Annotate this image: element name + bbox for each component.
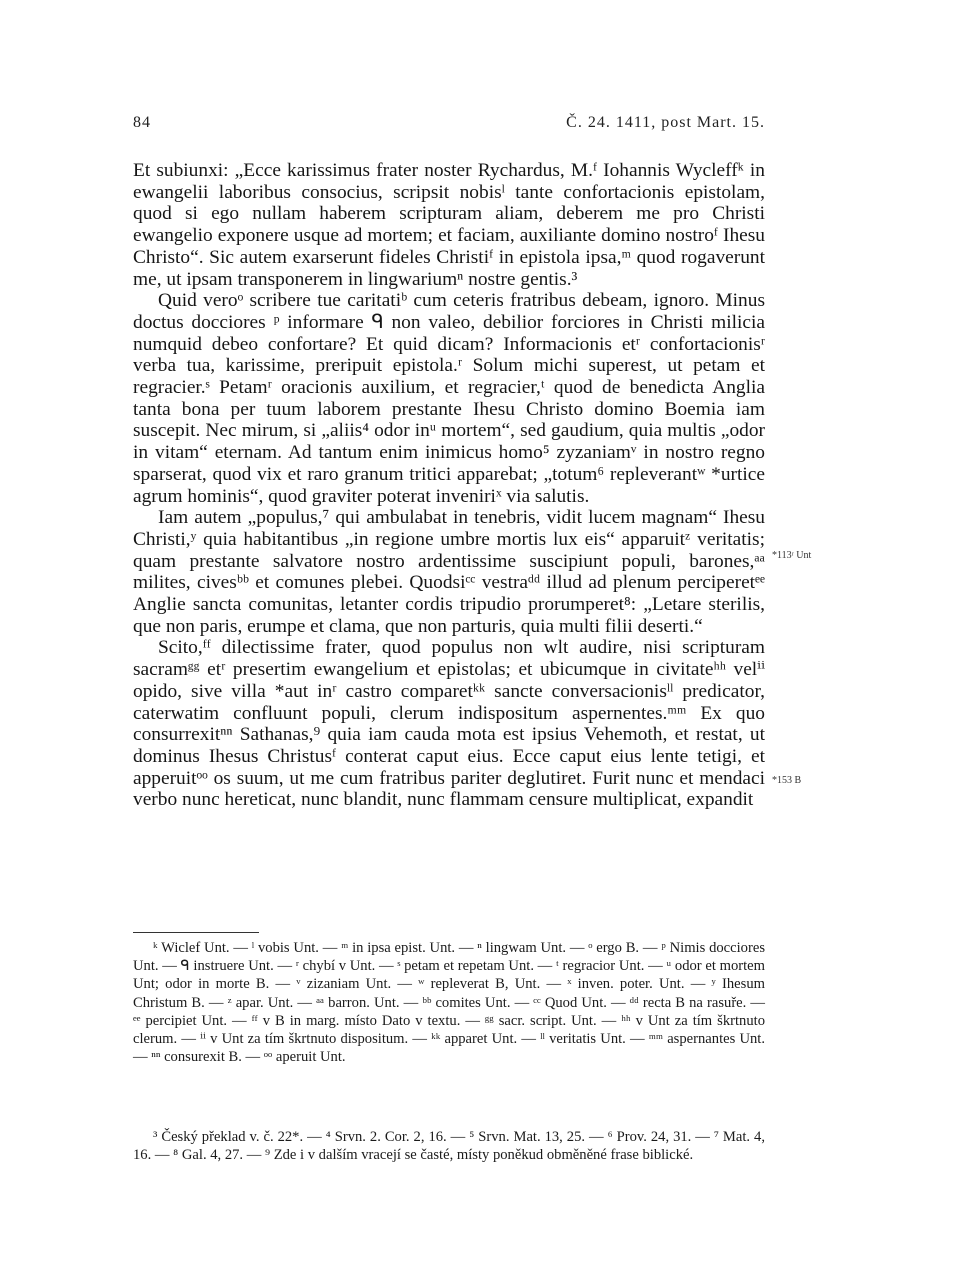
apparatus-text: ᵏ Wiclef Unt. — ˡ vobis Unt. — ᵐ in ipsa epist. Unt. — ⁿ lingwam Unt. — ᵒ ergo B. — ᵖ Nimis docciores Unt. — ᑫ instruere Unt. — ʳ chybí v Unt. — ˢ petam et repetam Unt. — ᵗ regracior Unt. — ᵘ odor et mortem Unt; odor in morte B. — ᵛ zizaniam Unt. — ʷ repleverat B, Unt. — ˣ inven. poter. Unt. — ʸ Ihesum Christum B. — ᶻ apar. Unt. — ᵃᵃ barron. Unt. — ᵇᵇ comites Unt. — ᶜᶜ Quod Unt. — ᵈᵈ recta B na rasuře. — ᵉᵉ percipiet Unt. — ᶠᶠ v B in marg. místo Dato v textu. — ᵍᵍ sacr. script. Unt. — ʰʰ v Unt za tím škrtnuto clerum. — ⁱⁱ v Unt za tím škrtnuto dispositum. — ᵏᵏ apparet Unt. — ˡˡ veritatis Unt. — ᵐᵐ aspernantes Unt. — ⁿⁿ consurexit B. — ᵒᵒ aperuit Unt. (133, 940, 765, 1066)
paragraph: Et subiunxi: „Ecce karissimus frater noster Rychardus, M.ᶠ Iohannis Wycleffᵏ in ewangelii laboribus consocius, scripsit nobisˡ tante confortacionis epistolam, quod si ego nullam haberem scripturam aliam, deberem me pro Christi ewangelio exponere usque ad mortem; et faciam, auxiliante domino nostroᶠ Ihesu Christo“. Sic autem exarserunt fideles Christiᶠ in epistola ipsa,ᵐ quod rogaverunt me, ut ipsam transponerem in lingwariumⁿ nostre gentis.³ (133, 160, 765, 290)
commentary-notes (133, 1128, 765, 1164)
footnote-rule (133, 932, 259, 933)
paragraph: Quid veroᵒ scribere tue caritatiᵇ cum ceteris fratribus debeam, ignoro. Minus doctus docciores ᵖ informare ᑫ non valeo, debilior forciores in Christi milicia numquid debeo confortare? Et quid dicam? Informacionis etʳ confortacionisʳ verba tua, karissime, preripuit epistola.ʳ Solum michi superest, ut petam et regracier.ˢ Petamʳ oracionis auxilium, et regracier,ᵗ quod de benedicta Anglia tanta bona per tuum laborem prestante Ihesu Christo domino Boemia iam suscepit. Nec mirum, si „aliis⁴ odor inᵘ mortem“, sed gaudium, quia multis „odor in vitam“ eternam. Ad tantum enim inimicus homo⁵ zyzaniamᵛ in nostro regno sparserat, quod vix et raro granum tritici apparebat; „totum⁶ repleverantʷ *urtice agrum hominis“, quod graviter poterat inveniriˣ via salutis. (133, 290, 765, 507)
margin-note: *113ʳ Unt (772, 550, 812, 561)
running-head: Č. 24. 1411, post Mart. 15. (566, 114, 765, 131)
paragraph: Iam autem „populus,⁷ qui ambulabat in tenebris, vidit lucem magnam“ Ihesu Christi,ʸ quia habitantibus „in regione umbre mortis lux eis“ apparuitᶻ veritatis; quam prestante salvatore nostro ardentissime suscipiunt populi, barones,ᵃᵃ milites, civesᵇᵇ et comunes plebei. Quodsiᶜᶜ vestraᵈᵈ illud ad plenum perciperetᵉᵉ Anglie sancta comunitas, letanter cordis tripudio prorumperet⁸: „Letare sterilis, que non paris, erumpe et clama, que non parturis, quia multi filii deserti.“ (133, 507, 765, 637)
critical-apparatus (133, 939, 765, 1066)
commentary-text: ³ Český překlad v. č. 22*. — ⁴ Srvn. 2. Cor. 2, 16. — ⁵ Srvn. Mat. 13, 25. — ⁶ Prov. 24, 31. — ⁷ Mat. 4, 16. — ⁸ Gal. 4, 27. — ⁹ Zde i v dalším vracejí se časté, místy poněkud obměněné frase biblické. (133, 1129, 765, 1164)
main-text (133, 160, 765, 811)
page-number: 84 (133, 114, 151, 131)
paragraph: Scito,ᶠᶠ dilectissime frater, quod populus non wlt audire, nisi scripturam sacramᵍᵍ etʳ presertim ewangelium et epistolas; et ubicumque in civitateʰʰ velⁱⁱ opido, sive villa *aut inʳ castro comparetᵏᵏ sancte conversacionisˡˡ predicator, caterwatim confluunt populi, clerum indispositum aspernentes.ᵐᵐ Ex quo consurrexitⁿⁿ Sathanas,⁹ quia iam cauda mota est ipsius Vehemoth, et restat, ut dominus Ihesus Christusᶠ conterat caput eius. Ecce caput eius lente tetigi, et apperuitᵒᵒ os suum, ut me cum fratribus pariter deglutiret. Furit nunc et mendaci verbo nunc hereticat, nunc blandit, nunc flammam censure multiplicat, expandit (133, 637, 765, 811)
margin-note: *153 B (772, 775, 802, 786)
